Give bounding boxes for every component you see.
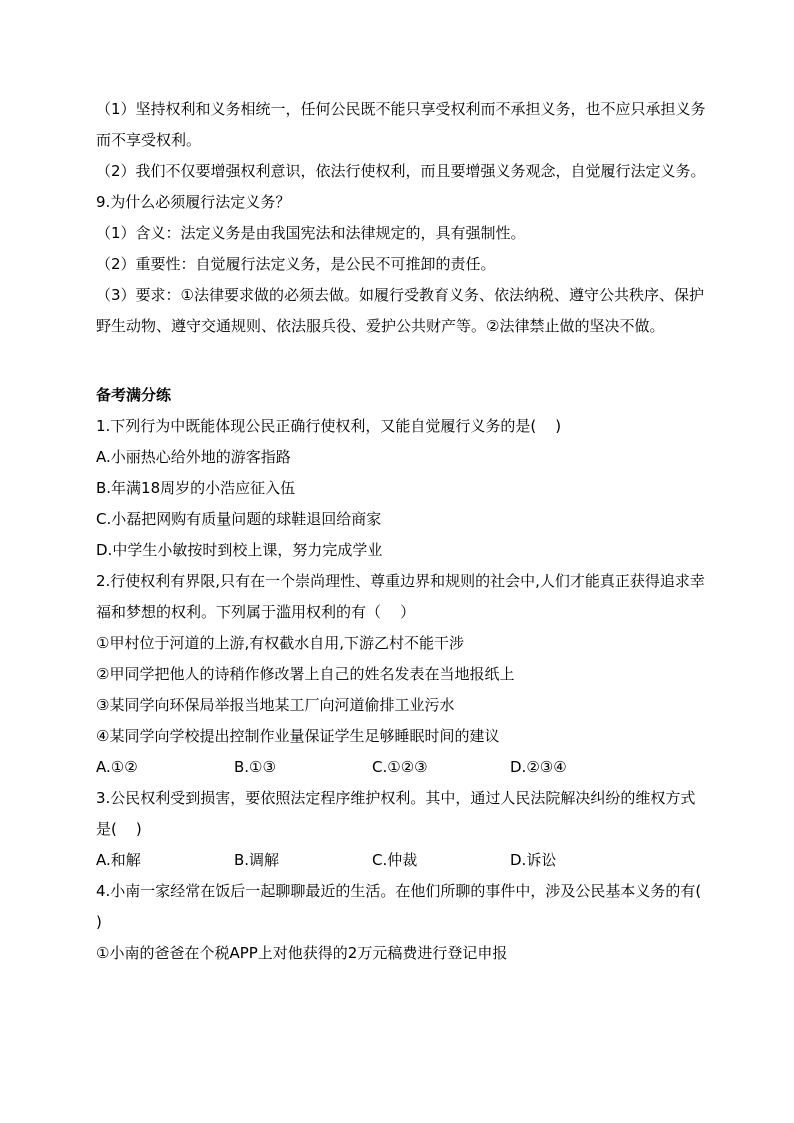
question-2-item-1: ①甲村位于河道的上游,有权截水自用,下游乙村不能干涉	[96, 634, 464, 652]
question-4-stem: 4.小南一家经常在饭后一起聊聊最近的生活。在他们所聊的事件中，涉及公民基本义务的有( )	[96, 882, 721, 931]
question-1-stem: 1.下列行为中既能体现公民正确行使权利，又能自觉履行义务的是( )	[96, 417, 562, 435]
question-2-option-a: A.①②	[96, 758, 138, 776]
question-3-options	[96, 845, 710, 876]
question-2-stem: 2.行使权利有界限,只有在一个崇尚理性、尊重边界和规则的社会中,人们才能真正获得追求幸福和梦想的权利。下列属于滥用权利的有（ ）	[96, 572, 705, 621]
question-1-option-b: B.年满18周岁的小浩应征入伍	[96, 479, 296, 497]
question-3-option-c: C.仲裁	[372, 851, 418, 869]
paragraph-importance: （2）重要性：自觉履行法定义务，是公民不可推卸的责任。	[96, 255, 496, 273]
question-4-item-1: ①小南的爸爸在个税APP上对他获得的2万元稿费进行登记申报	[96, 944, 508, 962]
question-3-stem: 3.公民权利受到损害，要依照法定程序维护权利。其中，通过人民法院解决纠纷的维权方式是( )	[96, 789, 696, 838]
question-3-option-d: D.诉讼	[510, 851, 557, 869]
section-title: 备考满分练	[96, 386, 172, 404]
paragraph-rights-duties-unity: （1）坚持权利和义务相统一，任何公民既不能只享受权利而不承担义务，也不应只承担义务而不享受权利。	[96, 100, 706, 149]
question-1-option-c: C.小磊把网购有质量问题的球鞋退回给商家	[96, 510, 382, 528]
question-2-options	[96, 752, 710, 783]
question-heading-9: 9.为什么必须履行法定义务？	[96, 193, 291, 211]
paragraph-requirements: （3）要求：①法律要求做的必须去做。如履行受教育义务、依法纳税、遵守公共秩序、保护野生动物、遵守交通规则、依法服兵役、爱护公共财产等。②法律禁止做的坚决不做。	[96, 286, 704, 335]
question-1-option-a: A.小丽热心给外地的游客指路	[96, 448, 291, 466]
question-2-item-4: ④某同学向学校提出控制作业量保证学生足够睡眠时间的建议	[96, 727, 500, 745]
question-2-item-2: ②甲同学把他人的诗稍作修改署上自己的姓名发表在当地报纸上	[96, 665, 515, 683]
paragraph-meaning: （1）含义：法定义务是由我国宪法和法律规定的，具有强制性。	[96, 224, 526, 242]
question-3-option-b: B.调解	[234, 851, 280, 869]
question-2-option-b: B.①③	[234, 758, 276, 776]
question-2-option-c: C.①②③	[372, 758, 428, 776]
question-2-option-d: D.②③④	[510, 758, 567, 776]
paragraph-rights-awareness: （2）我们不仅要增强权利意识，依法行使权利，而且要增强义务观念，自觉履行法定义务。	[96, 162, 706, 180]
question-2-item-3: ③某同学向环保局举报当地某工厂向河道偷排工业污水	[96, 696, 455, 714]
question-1-option-d: D.中学生小敏按时到校上课，努力完成学业	[96, 541, 383, 559]
document-content	[96, 94, 721, 969]
question-3-option-a: A.和解	[96, 851, 141, 869]
